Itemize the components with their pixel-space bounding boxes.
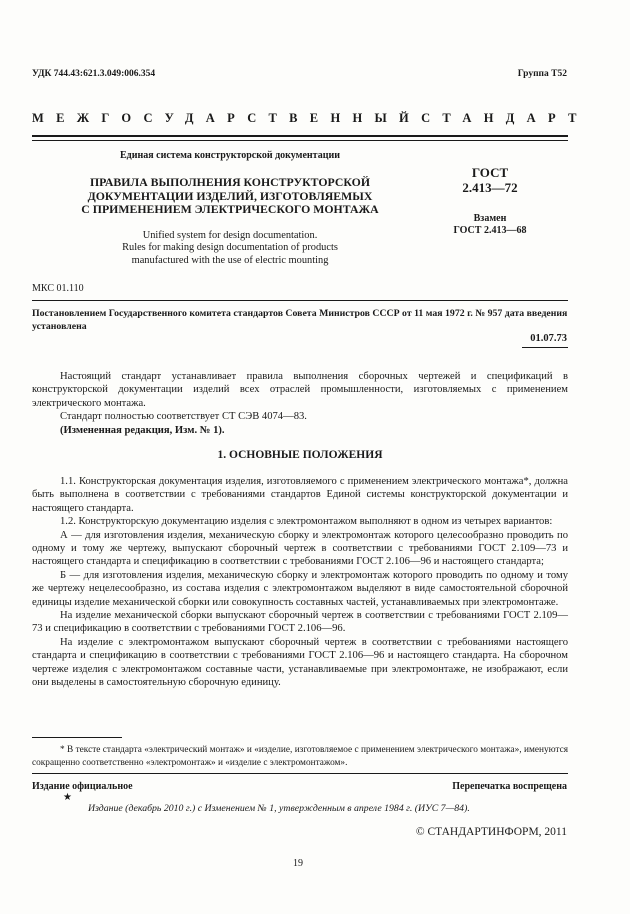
footnote: * В тексте стандарта «электрический монтаж» и «изделие, изготовляемое с применением электрического монтажа», именуются сокращенно соответственно «электромонтаж» и «изделие с электромонтажом». (32, 745, 568, 768)
reprint-notice: Перепечатка воспрещена (452, 781, 567, 792)
udk-code: УДК 744.43:621.3.049:006.354 (32, 69, 156, 79)
gost-label: ГОСТ (471, 165, 509, 180)
effective-date-rule (522, 347, 568, 348)
intro-amendment-note: (Измененная редакция, Изм. № 1). (60, 424, 225, 436)
group-code: Группа Т52 (517, 69, 567, 79)
footnote-rule (32, 737, 122, 738)
document-title (60, 176, 400, 217)
footnote-bottom-rule (32, 773, 568, 774)
copyright: © СТАНДАРТИНФОРМ, 2011 (415, 826, 567, 838)
english-title (60, 230, 400, 267)
banner-word-interstate: МЕЖГОСУДАРСТВЕННЫЙ (32, 111, 422, 125)
official-edition: Издание официальное (32, 781, 133, 792)
electromounting-paragraph: На изделие с электромонтажом выпускают сборочный чертеж в соответствии с требованиями настоящего стандарта и спецификацию в соответствии с требованиями ГОСТ 2.106—96 и настоящего стандарта. На сборочном чертеже изделия с электромонтажом составные части, устанавливаемые при электромонтаже, не изображают, если они выделены в самостоятельную сборочную единицу. (32, 636, 568, 689)
gost-designation (440, 165, 540, 195)
title-line-1: ПРАВИЛА ВЫПОЛНЕНИЯ КОНСТРУКТОРСКОЙ (89, 175, 371, 189)
english-line-1: Unified system for design documentation. (142, 230, 318, 241)
title-line-2: ДОКУМЕНТАЦИИ ИЗДЕЛИЙ, ИЗГОТОВЛЯЕМЫХ (87, 188, 373, 203)
mechanical-assembly-paragraph: На изделие механической сборки выпускают сборочный чертеж в соответствии с требованиями ГОСТ 2.109—73 и спецификацию в соответствии с требованиями ГОСТ 2.106—96. (32, 610, 568, 635)
banner-rule-thin (32, 140, 568, 141)
gost-number: 2.413—72 (462, 180, 518, 195)
variant-b-paragraph: Б — для изготовления изделия, механическую сборку и электромонтаж которого проводить по одному и тому же чертежу нецелесообразно, из состава изделия с электромонтажом выделяют в виде самостоятельной сборочной единицы изделие механической сборки или совокупность составных частей, устанавливаемых при электромонтаже. (32, 569, 568, 608)
mks-code: МКС 01.110 (32, 283, 84, 294)
page-number: 19 (293, 858, 303, 869)
edition-note: Издание (декабрь 2010 г.) с Изменением № 1, утвержденным в апреле 1984 г. (ИУС 7—84). (88, 803, 470, 814)
paragraph-1-1: 1.1. Конструкторская документация изделия, изготовляемого с применением электрического монтажа*, должна быть выполнена в соответствии с требованиями стандартов Единой системы конструкторской документации и настоящего стандарта. (32, 476, 568, 514)
replaces-number: ГОСТ 2.413—68 (453, 225, 527, 236)
intro-paragraph-2: Стандарт полностью соответствует СТ СЭВ 4074—83. (60, 411, 307, 423)
paragraph-1-2: 1.2. Конструкторскую документацию изделия с электромонтажом выполняют в одном из четырех вариантов: (60, 516, 553, 528)
variant-a-paragraph: А — для изготовления изделия, механическую сборку и электромонтаж которого целесообразно проводить по одному и тому же чертежу, выпускают сборочный чертеж в соответствии с требованиями ГОСТ 2.109—73 и настоящего стандарта и спецификацию в соответствии с требованиями ГОСТ 2.106—96 и настоящего стандарта; (32, 529, 568, 568)
section-body (32, 475, 568, 690)
banner-rule-thick (32, 135, 568, 137)
mks-rule (32, 300, 568, 301)
title-line-3: С ПРИМЕНЕНИЕМ ЭЛЕКТРИЧЕСКОГО МОНТАЖА (81, 202, 379, 216)
star-icon: ★ (63, 792, 72, 803)
resolution-text: Постановлением Государственного комитета стандартов Совета Министров СССР от 11 мая 1972 г. № 957 дата введения установлена (32, 308, 568, 332)
standard-banner (32, 111, 589, 126)
intro-paragraph-1: Настоящий стандарт устанавливает правила выполнения сборочных чертежей и спецификаций в конструкторской документации изделий всех отраслей промышленности, изготовляемых с применением электрического монтажа. (32, 371, 568, 409)
english-line-2: Rules for making design documentation of products (122, 242, 338, 254)
banner-word-standard: СТАНДАРТ (421, 111, 589, 125)
system-name: Единая система конструкторской документации (120, 150, 340, 161)
english-line-3: manufactured with the use of electric mounting (131, 254, 329, 266)
replaces-label: Взамен (473, 213, 507, 224)
replaces-block (430, 213, 550, 237)
introduction (32, 370, 568, 437)
section-heading: 1. ОСНОВНЫЕ ПОЛОЖЕНИЯ (217, 449, 383, 461)
effective-date: 01.07.73 (530, 333, 567, 344)
